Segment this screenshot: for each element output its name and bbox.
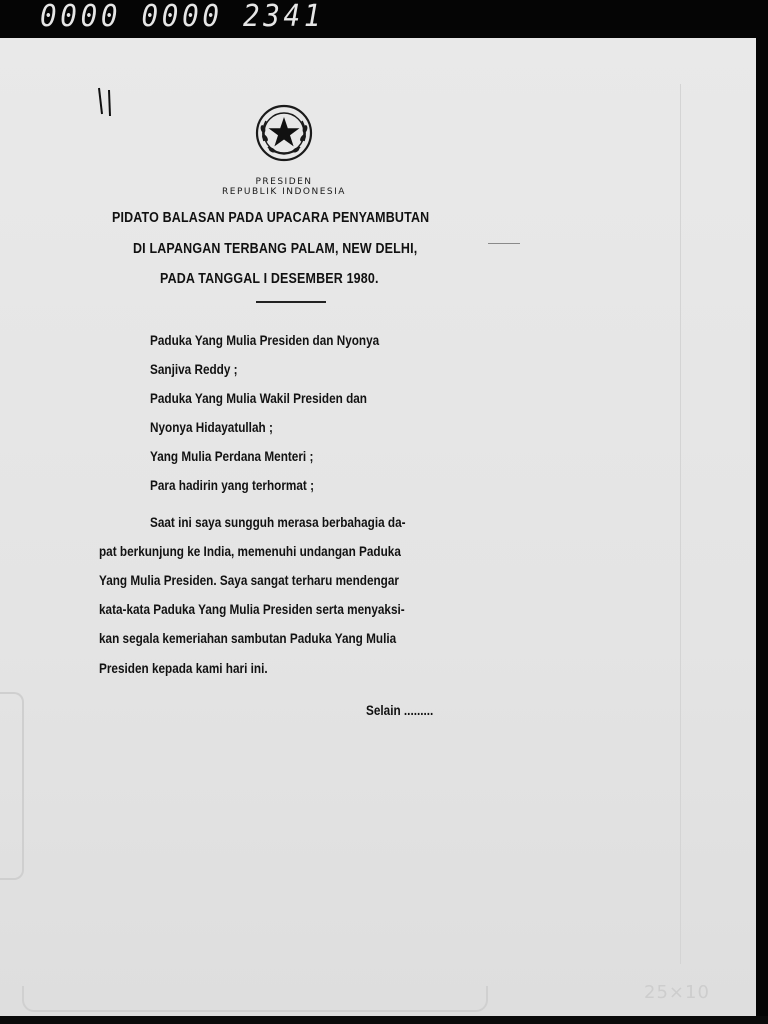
continuation-word: Selain ......... <box>366 702 434 718</box>
page-bottom-mark <box>22 986 488 1012</box>
title-underline <box>256 301 326 303</box>
paragraph-line: kan segala kemeriahan sambutan Paduka Yang Mulia <box>99 630 397 646</box>
salutation-line: Nyonya Hidayatullah ; <box>150 419 273 435</box>
frame-number: 0000 0000 2341 <box>40 0 325 34</box>
title-line-1: PIDATO BALASAN PADA UPACARA PENYAMBUTAN <box>112 210 430 226</box>
paragraph-line: Presiden kepada kami hari ini. <box>99 660 268 676</box>
letterhead-republik: REPUBLIK INDONESIA <box>222 187 346 197</box>
paragraph-line: Saat ini saya sungguh merasa berbahagia da- <box>150 514 406 530</box>
salutation-line: Paduka Yang Mulia Presiden dan Nyonya <box>150 332 380 348</box>
film-bottom-edge <box>0 1016 768 1024</box>
scan-scratch <box>680 84 681 964</box>
letterhead-presiden: PRESIDEN <box>255 177 313 187</box>
salutation-line: Yang Mulia Perdana Menteri ; <box>150 448 314 464</box>
title-line-2: DI LAPANGAN TERBANG PALAM, NEW DELHI, <box>133 241 418 257</box>
margin-mark <box>96 86 120 122</box>
film-frame-bar <box>0 0 768 38</box>
salutation-line: Paduka Yang Mulia Wakil Presiden dan <box>150 390 367 406</box>
paragraph-line: pat berkunjung ke India, memenuhi undangan Paduka <box>99 543 401 559</box>
film-right-edge <box>756 38 768 1024</box>
document-page <box>0 38 756 1018</box>
salutation-line: Sanjiva Reddy ; <box>150 361 238 377</box>
presidential-emblem-icon <box>252 101 316 165</box>
paragraph-line: kata-kata Paduka Yang Mulia Presiden serta menyaksi- <box>99 601 405 617</box>
salutation-line: Para hadirin yang terhormat ; <box>150 477 315 493</box>
paragraph-line: Yang Mulia Presiden. Saya sangat terharu mendengar <box>99 572 399 588</box>
page-clip-mark <box>0 692 24 880</box>
title-line-3: PADA TANGGAL I DESEMBER 1980. <box>160 271 379 287</box>
film-reduction-mark: 25×10 <box>644 982 710 1003</box>
margin-dash <box>488 243 520 244</box>
